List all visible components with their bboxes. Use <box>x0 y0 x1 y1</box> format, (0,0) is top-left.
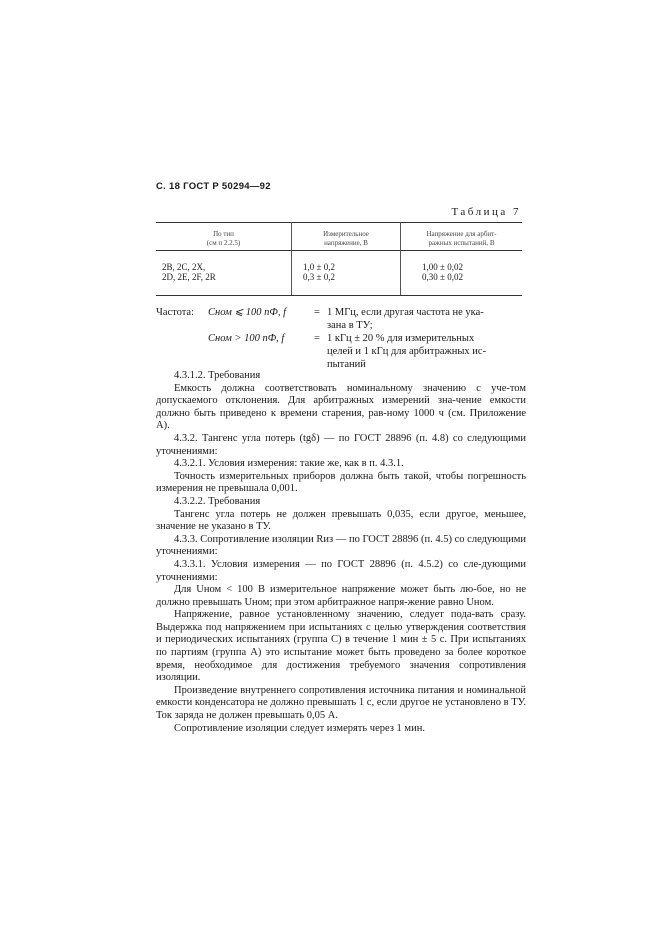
section-heading: 4.3.2.2. Требования <box>174 495 261 507</box>
paragraph: Точность измерительных приборов должна быть такой, чтобы погрешность измерения не превышала 0,001. <box>156 470 526 495</box>
paragraph: Сопротивление изоляции следует измерять через 1 мин. <box>174 722 425 734</box>
frequency-value-small: 1 МГц, если другая частота не ука- <box>327 307 484 318</box>
frequency-value-large: 1 кГц ± 20 % для измерительных <box>327 333 475 344</box>
body-text <box>156 370 526 735</box>
table-cell-measure: 1,0 ± 0,2 <box>303 262 335 272</box>
column-header-types: По тип (см п 2.2.5) <box>206 230 241 247</box>
table-cell-measure: 0,3 ± 0,2 <box>303 272 335 282</box>
section-heading: 4.3.1.2. Требования <box>174 370 261 381</box>
paragraph: Напряжение, равное установленному значению, следует пода-вать сразу. Выдержка под напряжением при испытаниях с целью утверждения соответствия и периодических испытаниях (группа С) в течение 1 мин ± 5 с. При испытаниях по партиям (группа А) это испытание может быть проведено за более короткое время, необходимое для достижения требуемого значения сопротивления изоляции. <box>156 609 526 684</box>
frequency-equals: = <box>314 307 320 318</box>
frequency-continuation: пытаний <box>327 359 366 370</box>
frequency-equals: = <box>314 333 320 344</box>
table-caption: Таблица 7 <box>451 206 521 218</box>
frequency-label: Частота: <box>156 307 195 318</box>
paragraph: 4.3.3.1. Условия измерения — по ГОСТ 28896 (п. 4.5.2) со сле-дующими уточнениями: <box>156 558 526 583</box>
table-cell-arbitration: 1,00 ± 0,02 <box>422 262 463 272</box>
column-header-arbitration-voltage: Напряжение для арбит- ражных испытаний, В <box>426 230 497 247</box>
table-header-rule <box>156 250 522 251</box>
table-top-rule <box>156 222 522 223</box>
section-heading: 4.3.3. Сопротивление изоляции Rиз — по ГОСТ 28896 (п. 4.5) со следующими уточнениями: <box>156 533 526 558</box>
table-cell-arbitration: 0,30 ± 0,02 <box>422 272 463 282</box>
paragraph: Для Uном < 100 В измерительное напряжение может быть лю-бое, но не должно превышать Uном; при этом арбитражное напря-жение равно Uном. <box>156 584 526 608</box>
column-header-measure-voltage: Измерительное напряжение, В <box>323 230 369 247</box>
frequency-continuation: зана в ТУ; <box>327 320 373 331</box>
paragraph: 4.3.2.1. Условия измерения: такие же, как в п. 4.3.1. <box>174 458 404 470</box>
table-cell-types: 2B, 2C, 2X, <box>162 262 206 272</box>
page-header: С. 18 ГОСТ Р 50294—92 <box>156 181 271 192</box>
paragraph: Произведение внутреннего сопротивления источника питания и номинальной емкости конденсатора не должно превышать 1 с, если другое не установлено в ТУ. Ток заряда не должен превышать 0,05 А. <box>156 684 526 722</box>
paragraph: Тангенс угла потерь не должен превышать 0,035, если другое, меньшее, значение не указано в ТУ. <box>156 508 526 533</box>
frequency-condition-large: Cном > 100 пФ, f <box>208 333 285 344</box>
frequency-condition-small: Cном ⩽ 100 пФ, f <box>208 307 287 318</box>
section-heading: 4.3.2. Тангенс угла потерь (tgδ) — по ГОСТ 28896 (п. 4.8) со следующими уточнениями: <box>156 432 526 457</box>
frequency-continuation: целей и 1 кГц для арбитражных ис- <box>327 346 487 357</box>
table-cell-types: 2D, 2E, 2F, 2R <box>162 272 216 282</box>
frequency-block <box>156 306 526 371</box>
paragraph: Емкость должна соответствовать номинальному значению с уче-том допускаемого отклонения. Для арбитражных измерений зна-чение емкости должно быть приведено к времени старения, рав-ному 1000 ч (см. Приложение А). <box>156 382 526 432</box>
table-bottom-rule <box>156 295 522 296</box>
